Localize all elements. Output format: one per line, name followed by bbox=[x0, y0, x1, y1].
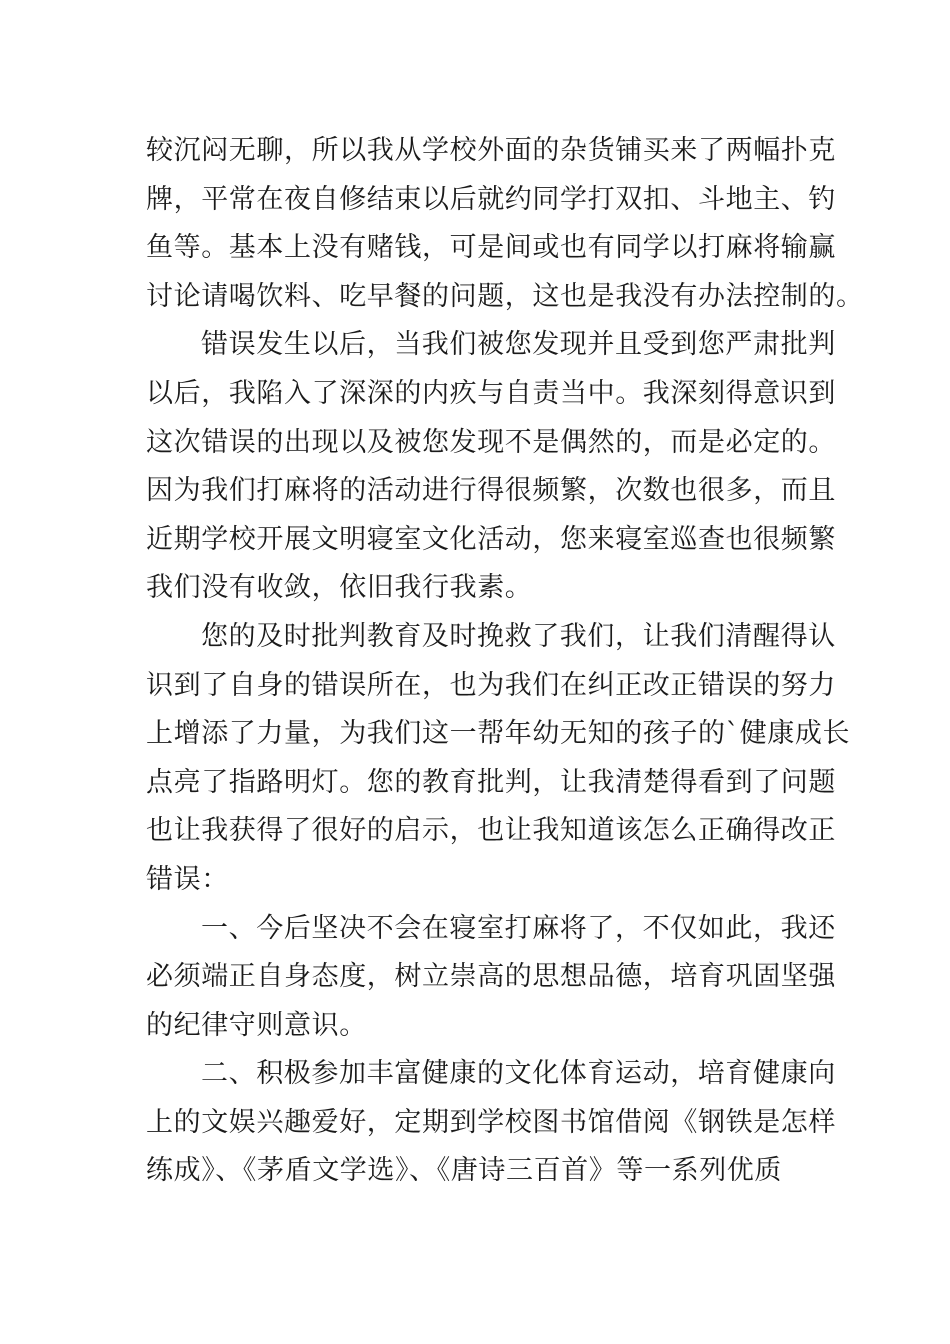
text-line: 因为我们打麻将的活动进行得很频繁，次数也很多，而且 bbox=[146, 475, 836, 507]
text-line: 的纪律守则意识。 bbox=[146, 1009, 367, 1041]
text-line: 鱼等。基本上没有赌钱，可是间或也有同学以打麻将输赢 bbox=[146, 232, 836, 264]
text-line: 错误： bbox=[146, 863, 229, 895]
text-line: 上的文娱兴趣爱好，定期到学校图书馆借阅《钢铁是怎样 bbox=[146, 1106, 836, 1138]
text-line: 练成》、《茅盾文学选》、《唐诗三百首》等一系列优质 bbox=[146, 1155, 782, 1187]
paragraph-start-line: 二、积极参加丰富健康的文化体育运动，培育健康向 bbox=[201, 1058, 836, 1090]
body-text bbox=[146, 127, 864, 1196]
text-line: 必须端正自身态度，树立崇高的思想品德，培育巩固坚强 bbox=[146, 961, 836, 993]
text-line: 也让我获得了很好的启示，也让我知道该怎么正确得改正 bbox=[146, 815, 836, 847]
text-line: 识到了自身的错误所在，也为我们在纠正改正错误的努力 bbox=[146, 669, 836, 701]
text-line: 较沉闷无聊，所以我从学校外面的杂货铺买来了两幅扑克 bbox=[146, 135, 836, 166]
paragraph-start-line: 一、今后坚决不会在寝室打麻将了，不仅如此，我还 bbox=[201, 912, 836, 944]
paragraph-start-line: 错误发生以后，当我们被您发现并且受到您严肃批判 bbox=[201, 329, 836, 361]
text-line: 我们没有收敛，依旧我行我素。 bbox=[146, 572, 533, 604]
text-line: 上增添了力量，为我们这一帮年幼无知的孩子的`健康成长 bbox=[146, 718, 851, 750]
paragraph-start-line: 您的及时批判教育及时挽救了我们，让我们清醒得认 bbox=[201, 620, 836, 652]
text-line: 点亮了指路明灯。您的教育批判，让我清楚得看到了问题 bbox=[146, 766, 836, 798]
text-line: 这次错误的出现以及被您发现不是偶然的，而是必定的。 bbox=[146, 426, 836, 458]
text-line: 牌，平常在夜自修结束以后就约同学打双扣、斗地主、钓 bbox=[146, 183, 836, 215]
text-line: 近期学校开展文明寝室文化活动，您来寝室巡查也很频繁 bbox=[146, 523, 836, 555]
text-line: 讨论请喝饮料、吃早餐的问题，这也是我没有办法控制的。 bbox=[146, 280, 864, 312]
text-line: 以后，我陷入了深深的内疚与自责当中。我深刻得意识到 bbox=[146, 377, 836, 409]
